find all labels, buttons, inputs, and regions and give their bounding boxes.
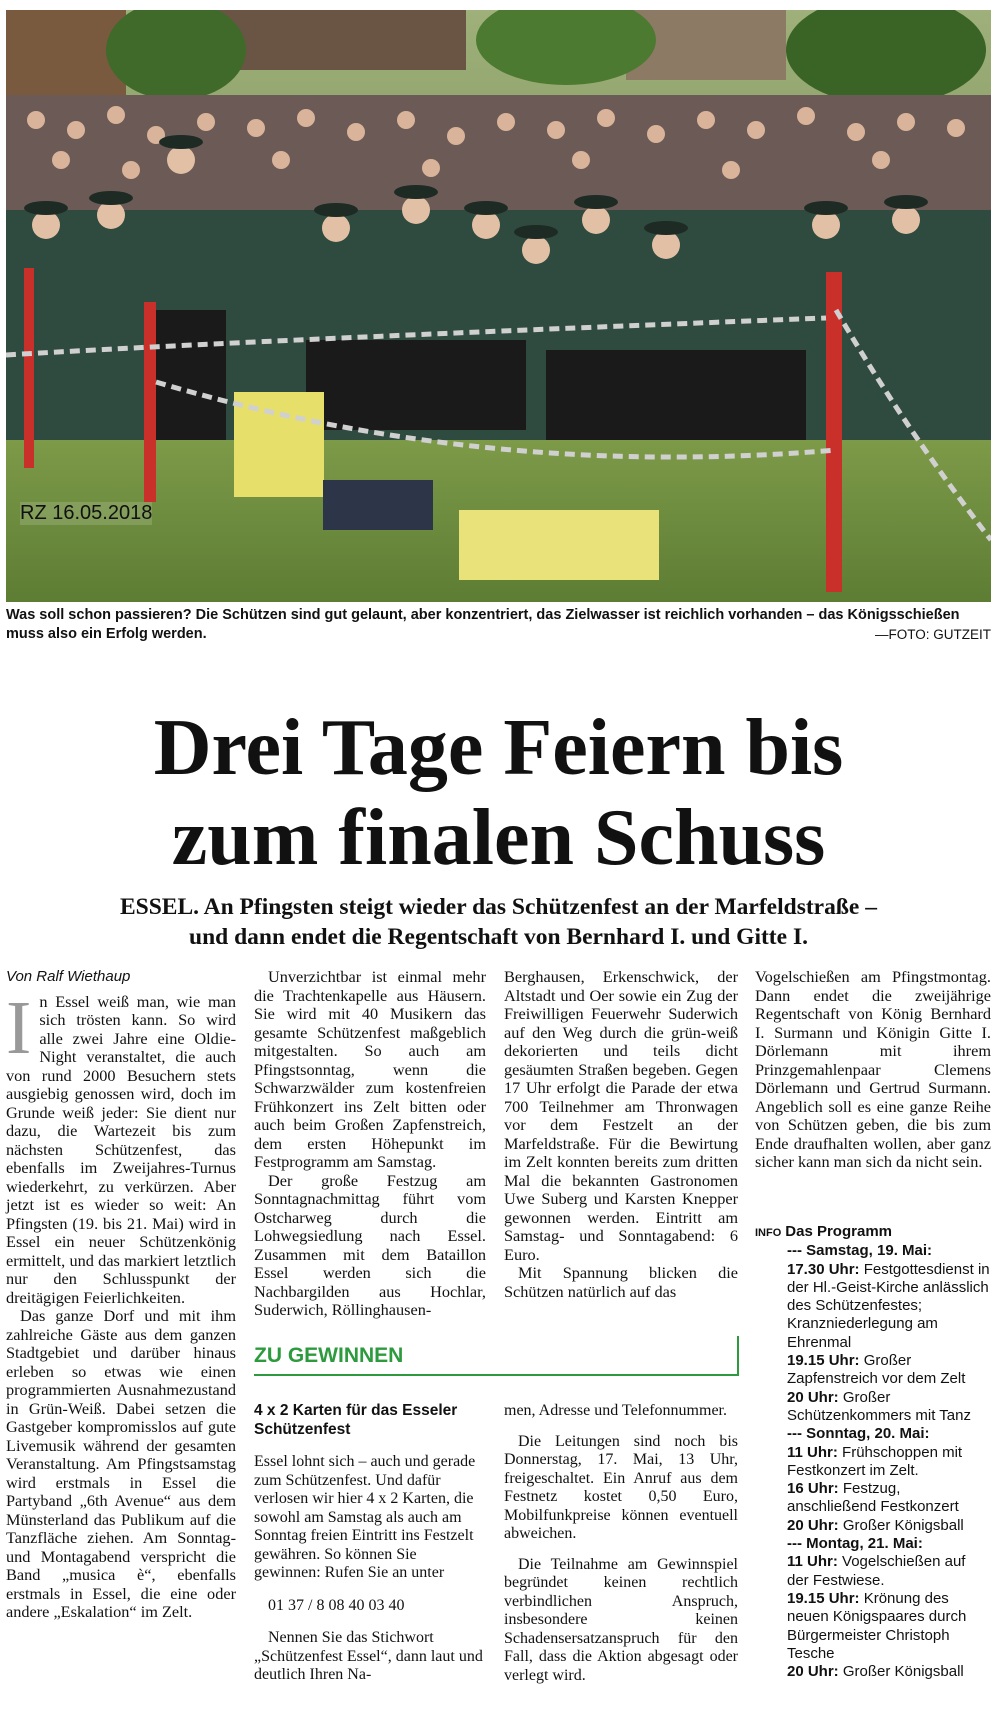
- giveaway-column-2: [504, 1402, 738, 1697]
- giveaway-column-1: [254, 1402, 486, 1699]
- giveaway-paragraph: Nennen Sie das Stichwort „Schützenfest Essel“, dann laut und deutlich Ihren Na-: [254, 1629, 483, 1683]
- giveaway-title: 4 x 2 Karten für das Esseler Schützenfest: [254, 1402, 458, 1438]
- news-photo: [6, 10, 991, 602]
- giveaway-divider-vertical: [737, 1336, 739, 1376]
- article-paragraph: Das ganze Dorf und mit ihm zahlreiche Gäste aus dem ganzen Stadtgebiet und darüber hinaus erleben so etwas wie einen programmierten Ausnahmezustand in Grün-Weiß. Dabei setzen die Gastgeber kompromisslos auf gute Livemusik während der gesamten Veranstaltung. Am Pfingstsamstag wird erstmals in Essel die Partyband „6th Avenue“ aus dem Münsterland das Publikum auf die Tanzfläche ziehen. Am Sonntag- und Montagabend verspricht die Band „musica è“, ebenfalls erstmals in Essel, die eine oder andere „Eskalation“ im Zelt.: [6, 1306, 236, 1621]
- article-paragraph: Unverzichtbar ist einmal mehr die Trachtenkapelle aus Häusern. Sie wird mit 40 Musikern das gesamte Schützenfest maßgeblich mitgestalten. So auch am Pfingstsonntag, wenn die Schwarzwälder zum kostenfreien Frühkonzert ins Zelt bitten oder auch beim Großen Zapfenstreich, dem ersten Höhepunkt im Festprogramm am Samstag.: [254, 967, 486, 1171]
- article-paragraph: [6, 985, 236, 1308]
- program-title: Das Programm: [785, 1223, 892, 1240]
- program-event: 19.15 Uhr: Krönung des neuen Königspaares durch Bürgermeister Christoph Tesche: [787, 1589, 967, 1662]
- program-event: 20 Uhr: Großer Königsball: [787, 1663, 964, 1681]
- article-paragraph: Der große Festzug am Sonntagnachmittag führt vom Ostcharweg durch die Lohwegsiedlung nach Essel. Zusammen mit dem Bataillon Essel werden sich die Nachbargilden aus Hochlar, Suderwich, Röllinghausen-: [254, 1170, 486, 1319]
- program-event: 17.30 Uhr: Festgottesdienst in der Hl.-Geist-Kirche anlässlich des Schützenfestes; Kranzniederlegung am Ehrenmal: [787, 1260, 990, 1351]
- article-paragraph: Berghausen, Erkenschwick, der Altstadt und Oer sowie ein Zug der Freiwilligen Feuerwehr Suderwich auf den Weg durch die grün-weiß dekorierten und teils dicht gesäumten Straßen begeben. Gegen 17 Uhr erfolgt die Parade der etwa 700 Teilnehmer am Thronwagen vor dem Festzelt an der Marfeldstraße. Für die Bewirtung im Zelt konnten bereits zum dritten Mal die bekannten Gastronomen Uwe Suberg und Karsten Knepper gewonnen werden. Eintritt am Samstag- und Sonntagabend: 6 Euro.: [504, 967, 738, 1264]
- giveaway-paragraph: men, Adresse und Telefonnummer.: [504, 1402, 727, 1419]
- giveaway-phone: 01 37 / 8 08 40 03 40: [268, 1596, 405, 1614]
- program-day: --- Sonntag, 20. Mai:: [787, 1425, 930, 1443]
- program-event: 16 Uhr: Festzug, anschließend Festkonzert: [787, 1480, 959, 1516]
- caption-text: Was soll schon passieren? Die Schützen sind gut gelaunt, aber konzentriert, das Zielwasser ist reichlich vorhanden – das Königsschießen muss also ein Erfolg werden.: [6, 607, 960, 642]
- article-column-1: [6, 968, 236, 1622]
- program-event: 11 Uhr: Vogelschießen auf der Festwiese.: [787, 1553, 966, 1589]
- info-tag: INFO: [755, 1227, 782, 1239]
- giveaway-divider: [254, 1374, 738, 1376]
- article-column-2: [254, 968, 486, 1320]
- program-event: 20 Uhr: Großer Schützenkommers mit Tanz: [787, 1388, 971, 1424]
- article-column-4: [755, 968, 991, 1172]
- byline: Von Ralf Wiethaup: [6, 968, 131, 985]
- program-header: [755, 1223, 991, 1242]
- giveaway-paragraph: Die Leitungen sind noch bis Donnerstag, 17. Mai, 13 Uhr, freigeschaltet. Ein Anruf aus dem Festnetz kostet 0,50 Euro, Mobilfunkpreise können eventuell abweichen.: [504, 1432, 738, 1542]
- program-event: 19.15 Uhr: Großer Zapfenstreich vor dem Zelt: [787, 1352, 966, 1388]
- giveaway-paragraph: Die Teilnahme am Gewinnspiel begründet keinen rechtlich verbindlichen Anspruch, insbesondere keinen Schadensersatzanspruch für den Fall, dass die Aktion abgesagt oder verlegt wird.: [504, 1555, 738, 1684]
- giveaway-paragraph: Essel lohnt sich – auch und gerade zum Schützenfest. Und dafür verlosen wir hier 4 x 2 Karten, die sowohl am Samstag als auch am Sonntag freien Eintritt ins Festzelt gewähren. So können Sie gewinnen: Rufen Sie an unter: [254, 1453, 476, 1581]
- photo-caption: [6, 606, 991, 644]
- article-paragraph: Vogelschießen am Pfingstmontag. Dann endet die zweijährige Regentschaft von König Bernhard I. Surmann und Königin Gitte I. Dörlemann mit ihrem Prinzgemahlenpaar Clemens Dörlemann und Gertrud Surmann. Angeblich soll es eine ganze Reihe von Schützen geben, die bis zum Ende draufhalten wollen, aber ganz sicher kann man sich da nicht sein.: [755, 967, 991, 1171]
- program-box: [755, 1223, 991, 1681]
- program-day: --- Montag, 21. Mai:: [787, 1535, 923, 1553]
- paragraph-text: n Essel weiß man, wie man sich trösten kann. So wird alle zwei Jahre eine Oldie-Night veranstaltet, die auch von rund 2000 Besuchern stets ausgiebig genossen wird, doch im Grunde weiß jeder: Sie dient nur dazu, die Wartezeit bis zum nächsten Schützenfest, das ebenfalls im Zweijahres-Turnus wiederkehrt, zu verkürzen. Aber jetzt ist es wieder so weit: An Pfingsten (19. bis 21. Mai) wird in Essel ein neuer Schützenkönig ermittelt, und das markiert letztlich nur den Schlusspunkt der dreitägigen Feierlichkeiten.: [6, 991, 236, 1307]
- giveaway-heading: ZU GEWINNEN: [254, 1344, 404, 1367]
- program-event: 20 Uhr: Großer Königsball: [787, 1516, 964, 1534]
- date-stamp: RZ 16.05.2018: [20, 502, 153, 524]
- photo-illustration: [6, 10, 991, 602]
- subhead-line-1: ESSEL. An Pfingsten steigt wieder das Schützenfest an der Marfeldstraße –: [119, 894, 877, 920]
- drop-cap: I: [6, 985, 32, 1070]
- program-day: --- Samstag, 19. Mai:: [787, 1242, 933, 1260]
- article-column-3: [504, 968, 738, 1301]
- program-event: 11 Uhr: Frühschoppen mit Festkonzert im Zelt.: [787, 1443, 963, 1479]
- headline-line-1: Drei Tage Feiern bis: [153, 704, 844, 792]
- headline-line-2: zum finalen Schuss: [171, 794, 826, 882]
- photo-credit: —FOTO: GUTZEIT: [875, 627, 991, 642]
- subhead-line-2: und dann endet die Regentschaft von Bernhard I. und Gitte I.: [189, 924, 808, 950]
- article-paragraph: Mit Spannung blicken die Schützen natürlich auf das: [504, 1263, 738, 1301]
